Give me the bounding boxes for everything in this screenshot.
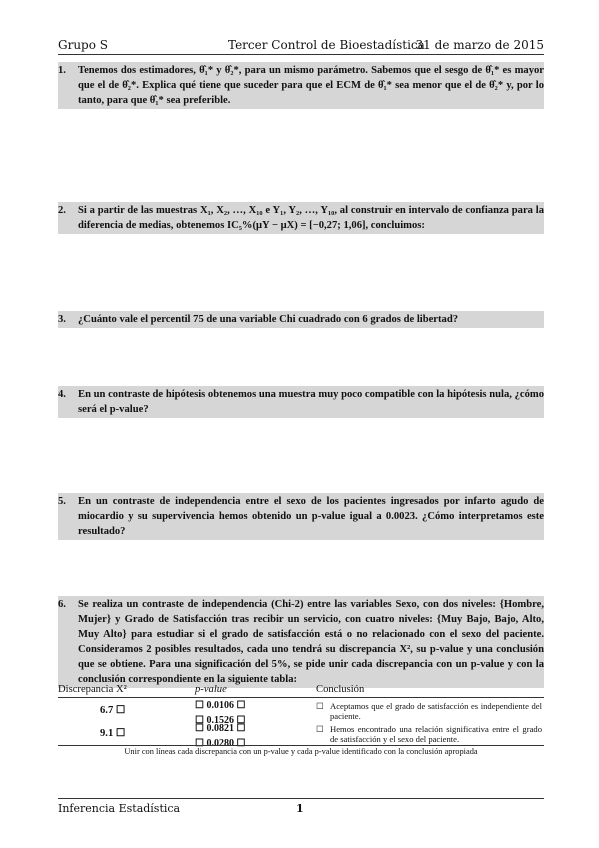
question-number: 6. (58, 599, 66, 610)
pvalue-option: ☐ 0.0821 ☐ (195, 723, 246, 734)
question-text: Si a partir de las muestras X₁, X₂, …, X₁₀ e Y₁, Y₂, …, Y₁₀, al construir en intervalo de confianza para la diferencia de medias, obtenemos IC₅%(μY − μX) = [−0,27; 1,06], concluimos: (78, 205, 544, 231)
question-text: En un contraste de independencia entre el sexo de los pacientes ingresados por infarto agudo de miocardio y su supervivencia hemos obtenido un p-value igual a 0.0023. ¿Cómo interpretamos este resultado? (78, 496, 544, 537)
pvalue-option: ☐ 0.1526 ☐ (195, 715, 246, 726)
footer-course: Inferencia Estadística (58, 802, 181, 815)
page-header (58, 36, 544, 55)
page-footer (58, 798, 544, 817)
column-header-conclusion: Conclusión (316, 684, 365, 695)
document-date: 31 de marzo de 2015 (415, 38, 544, 52)
question-number: 5. (58, 496, 66, 507)
question-number: 4. (58, 389, 66, 400)
pvalue-option: ☐ 0.0280 ☐ (195, 738, 246, 749)
column-header-pvalue: p-value (195, 684, 227, 695)
question-number: 2. (58, 205, 66, 216)
checkbox-icon: ☐ (316, 701, 324, 711)
question-6 (58, 596, 544, 688)
table-caption: Unir con líneas cada discrepancia con un p-value y cada p-value identificado con la conclusión apropiada (124, 747, 478, 756)
discrepancy-value: 9.1 ☐ (100, 728, 126, 739)
question-text: En un contraste de hipótesis obtenemos una muestra muy poco compatible con la hipótesis nula, ¿cómo será el p-value? (78, 389, 544, 415)
question-number: 1. (58, 65, 66, 76)
conclusion-text: Aceptamos que el grado de satisfacción es independiente del paciente. (330, 701, 542, 721)
document-title: Tercer Control de Bioestadística (228, 38, 425, 52)
pvalue-option: ☐ 0.0106 ☐ (195, 700, 246, 711)
checkbox-icon: ☐ (316, 724, 324, 734)
group-label: Grupo S (58, 38, 108, 52)
table-top-rule (58, 697, 544, 698)
column-header-discrepancy: Discrepancia X² (58, 684, 127, 695)
conclusion-option (316, 724, 542, 744)
page-number: 1 (296, 802, 304, 815)
question-5 (58, 493, 544, 540)
table-bottom-rule (58, 745, 544, 746)
question-3 (58, 311, 544, 328)
conclusion-text: Hemos encontrado una relación significativa entre el grado de satisfacción y el sexo del paciente. (330, 724, 542, 744)
question-1 (58, 62, 544, 109)
question-4 (58, 386, 544, 418)
question-number: 3. (58, 314, 66, 325)
conclusion-option (316, 701, 542, 721)
discrepancy-value: 6.7 ☐ (100, 705, 126, 716)
question-text: Tenemos dos estimadores, θ̂₁* y θ̂₂*, para un mismo parámetro. Sabemos que el sesgo de θ̂₁* es mayor que el de θ̂₂*. Explica qué tiene que suceder para que el ECM de θ̂₁* sea menor que el de θ̂₂* y, por lo tanto, para que θ̂₁* sea preferible. (78, 65, 544, 106)
question-text: Se realiza un contraste de independencia (Chi-2) entre las variables Sexo, con dos niveles: {Hombre, Mujer} y Grado de Satisfacción tras recibir un servicio, con cuatro niveles: {Muy Bajo, Bajo, Alto, Muy Alto} para estudiar si el grado de satisfacción está o no relacionado con el sexo del paciente. Consideramos 2 posibles resultados, cada uno tendrá su discrepancia X², su p-value y una conclusión que se obtiene. Para una significación del 5%, se pide unir cada discrepancia con un p-value y con la conclusión correspondiente en la siguiente tabla: (78, 599, 544, 685)
question-text: ¿Cuánto vale el percentil 75 de una variable Chi cuadrado con 6 grados de libertad? (78, 314, 459, 325)
question-2 (58, 202, 544, 234)
